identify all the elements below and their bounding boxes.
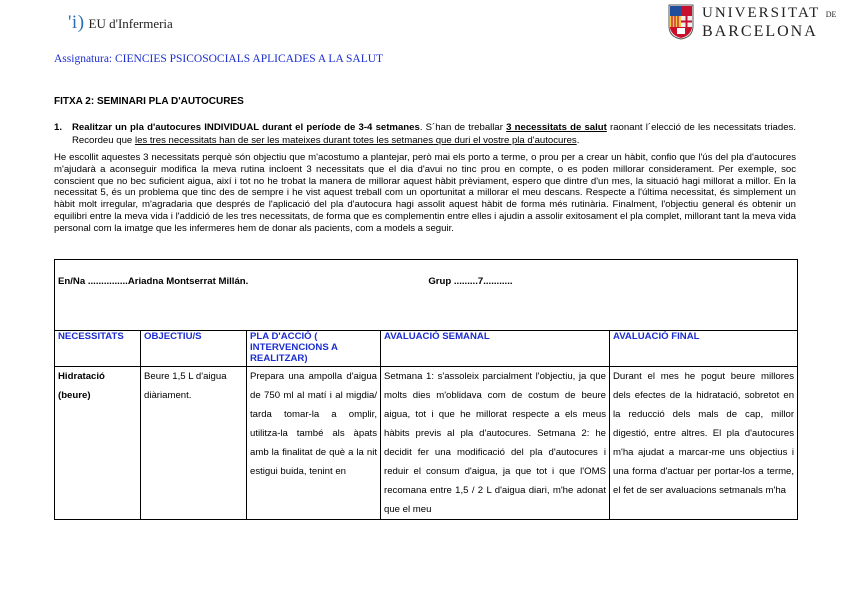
point-text-2: raonant l´elecció de les necessitats triades. Recordeu que bbox=[72, 122, 797, 146]
header-avaluacio-semanal: AVALUACIÓ SEMANAL bbox=[381, 331, 610, 367]
cell-need: Hidratació (beure) bbox=[55, 367, 141, 520]
eu-infermeria-logo-mark: 'i) bbox=[68, 12, 85, 33]
ub-logo bbox=[668, 4, 836, 40]
point-text-3: . bbox=[576, 135, 580, 146]
point-text-1: . S´han de treballar bbox=[419, 122, 507, 133]
cell-objective: Beure 1,5 L d'aigua diàriament. bbox=[141, 367, 247, 520]
ub-line1-small: DE bbox=[825, 9, 837, 19]
fitxa-title: FITXA 2: SEMINARI PLA D'AUTOCURES bbox=[54, 96, 244, 107]
point-bold-underlined: 3 necessitats de salut bbox=[506, 122, 607, 133]
ub-crest-icon bbox=[668, 4, 694, 40]
name-row bbox=[55, 260, 798, 331]
subject-line: Assignatura: CIENCIES PSICOSOCIALS APLICADES A LA SALUT bbox=[54, 53, 384, 65]
eu-infermeria-logo-text: EU d'Infermeria bbox=[88, 16, 173, 31]
ub-logo-text bbox=[702, 5, 836, 40]
point-number: 1. bbox=[54, 122, 63, 133]
name-cell bbox=[55, 260, 798, 331]
header-necessitats: NECESSITATS bbox=[55, 331, 141, 367]
justification-paragraph: He escollit aquestes 3 necessitats perquè són objectiu que m'acostumo a plantejar, però mai els porto a terme, o prou per a crear un hàbit, confio que l'ús del pla d'autocures m'ajudarà a aconseguir modifica la meva rutina incloent 3 necessitats que el dia d'avui no tinc prou en compte, o es poden millorar considerament. Per exemple, soc conscient que no bec suficient aigua, així i tot no he trobat la manera de millorar aquest hàbit prèviament, espero que dintre d'un mes, la situació hagi millorat a millor. En la necessitat 5, és un problema que tinc des de sempre i he vist aquest treball com un oportunitat a millorar el meu descans. Respecte a l'última necessitat, és simplement un hàbit molt irregular, m'agradaria que després de l'aplicació del pla d'autocura hagi assolit aquest hàbit de forma més rutinària. Finalment, l'objectiu general és obtenir un equilibri entre la meva vida i l'addició de les tres necessitats, de forma que es complementin entre elles i ajudin a assolir exitosament el pla complet, millorant tant la meva vida personal com la imatge que les infermeres hem de donar als pacients, com a models a seguir. bbox=[54, 152, 796, 234]
ub-line1: UNIVERSITAT bbox=[702, 4, 821, 21]
header-avaluacio-final: AVALUACIÓ FINAL bbox=[610, 331, 798, 367]
table-row bbox=[55, 367, 798, 520]
student-name: En/Na ...............Ariadna Montserrat Millán. bbox=[58, 276, 249, 287]
point-underlined: les tres necessitats han de ser les mateixes durant totes les setmanes que duri el vostre pla d'autocures bbox=[134, 135, 577, 146]
ub-line2: BARCELONA bbox=[702, 22, 818, 40]
eu-infermeria-logo bbox=[68, 12, 173, 34]
instruction-point-1 bbox=[54, 121, 796, 147]
group-label: Grup .........7........... bbox=[428, 276, 513, 287]
cell-plan: Prepara una ampolla d'aigua de 750 ml al matí i al migdia/ tarda tomar-la a omplir, utilitza-la també als àpats amb la finalitat de què a la nit estigui buida, tenint en bbox=[247, 367, 381, 520]
point-bold-1: Realitzar un pla d'autocures INDIVIDUAL durant el període de 3-4 setmanes bbox=[72, 122, 420, 133]
header-pla-accio: PLA D'ACCIÓ ( INTERVENCIONS A REALITZAR) bbox=[247, 331, 381, 367]
self-care-plan-table bbox=[54, 259, 798, 520]
table-header-row bbox=[55, 331, 798, 367]
header-objectius: OBJECTIU/S bbox=[141, 331, 247, 367]
cell-weekly: Setmana 1: s'assoleix parcialment l'objectiu, ja que molts dies m'oblidava com de costum de beure aigua, tot i que he millorat respecte a els meus hàbits previs al pla d'autocures. Setmana 2: he decidit fer una modificació del pla d'autocures i reduir el consum d'aigua, ja que tot i que l'OMS recomana entre 1,5 / 2 L d'aigua diari, m'he adonat que el meu bbox=[381, 367, 610, 520]
cell-final: Durant el mes he pogut beure millores dels efectes de la hidratació, sobretot en la reducció dels mals de cap, millor digestió, entre altres. El pla d'autocures m'ha ajudat a marcar-me uns objectius i una forma d'actuar per portar-los a terme, el fet de ser avaluacions setmanals m'ha bbox=[610, 367, 798, 520]
